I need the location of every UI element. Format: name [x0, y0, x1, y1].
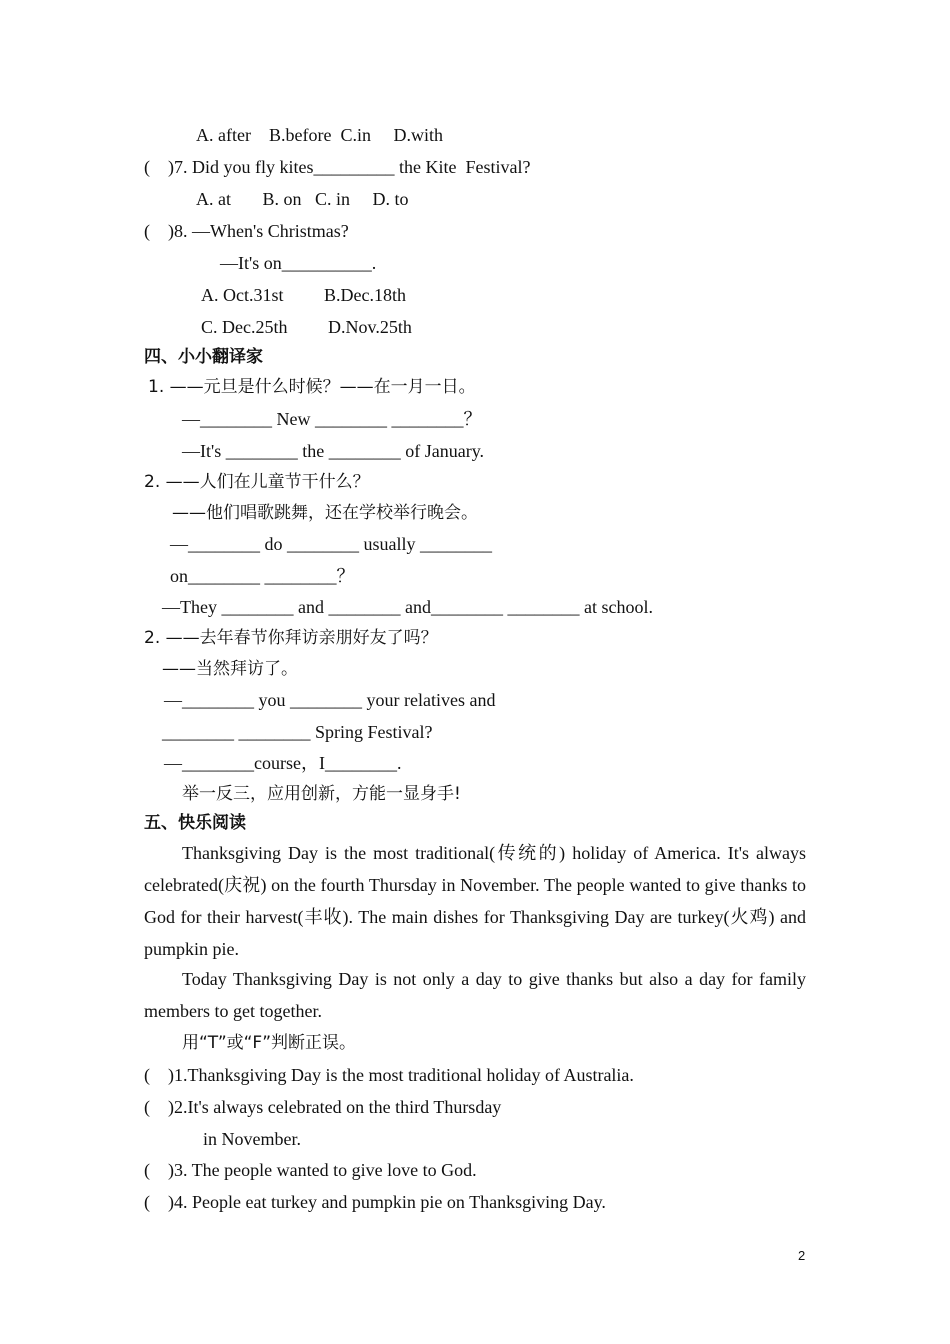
section5-title: 五、快乐阅读	[144, 813, 246, 833]
tf-question-2-cont: in November.	[203, 1129, 301, 1149]
reading-paragraph-2-text: Today Thanksgiving Day is not only a day to give thanks but also a day for family members to get together.	[144, 969, 806, 1021]
s4-item2-cn1: 2. ——人们在儿童节干什么？	[144, 472, 370, 492]
q7-options: A. at B. on C. in D. to	[196, 189, 409, 209]
reading-paragraph-2	[144, 963, 806, 1027]
q8-answer: —It's on__________.	[220, 253, 377, 273]
s4-item2-en3: —They ________ and ________ and________ ________ at school.	[162, 597, 653, 617]
section4-title: 四、小小翻译家	[144, 347, 263, 367]
s4-item3-cn2: ——当然拜访了。	[162, 659, 298, 679]
tf-instruction: 用“T”或“F”判断正误。	[182, 1033, 357, 1053]
tf-question-2: ( )2.It's always celebrated on the third Thursday	[144, 1097, 502, 1117]
tf-question-4: ( )4. People eat turkey and pumpkin pie on Thanksgiving Day.	[144, 1192, 606, 1212]
s4-item3-en3: —________course，I________.	[164, 753, 402, 773]
s4-item1-cn: 1. ——元旦是什么时候？——在一月一日。	[148, 377, 476, 397]
tf-question-3: ( )3. The people wanted to give love to God.	[144, 1160, 477, 1180]
s4-item2-cn2: ——他们唱歌跳舞，还在学校举行晚会。	[172, 503, 478, 523]
s4-item3-en1: —________ you ________ your relatives and	[164, 690, 496, 710]
q8-options-1: A. Oct.31st B.Dec.18th	[201, 285, 406, 305]
page-number: 2	[798, 1248, 806, 1263]
s4-item1-en1: —________ New ________ ________？	[182, 409, 482, 429]
q8-options-2: C. Dec.25th D.Nov.25th	[201, 317, 412, 337]
tf-question-1: ( )1.Thanksgiving Day is the most traditional holiday of Australia.	[144, 1065, 634, 1085]
q8-stem: ( )8. —When's Christmas?	[144, 221, 349, 241]
s4-item3-en2: ________ ________ Spring Festival?	[162, 722, 433, 742]
reading-paragraph-1	[144, 837, 806, 965]
reading-paragraph-1-text: Thanksgiving Day is the most traditional(传统的) holiday of America. It's always celebrated(庆祝) on the fourth Thursday in November. The people wanted to give thanks to God for their harvest(丰收). The main dishes for Thanksgiving Day are turkey(火鸡) and pumpkin pie.	[144, 843, 806, 959]
s4-item2-en2: on________ ________？	[170, 566, 355, 586]
q7-stem: ( )7. Did you fly kites_________ the Kite Festival?	[144, 157, 531, 177]
s4-item1-en2: —It's ________ the ________ of January.	[182, 441, 485, 461]
s4-item3-cn1: 2. ——去年春节你拜访亲朋好友了吗？	[144, 628, 438, 648]
q6-options: A. after B.before C.in D.with	[196, 125, 443, 145]
s4-item2-en1: —________ do ________ usually ________	[170, 534, 492, 554]
s4-motto: 举一反三，应用创新，方能一显身手!	[182, 784, 461, 804]
